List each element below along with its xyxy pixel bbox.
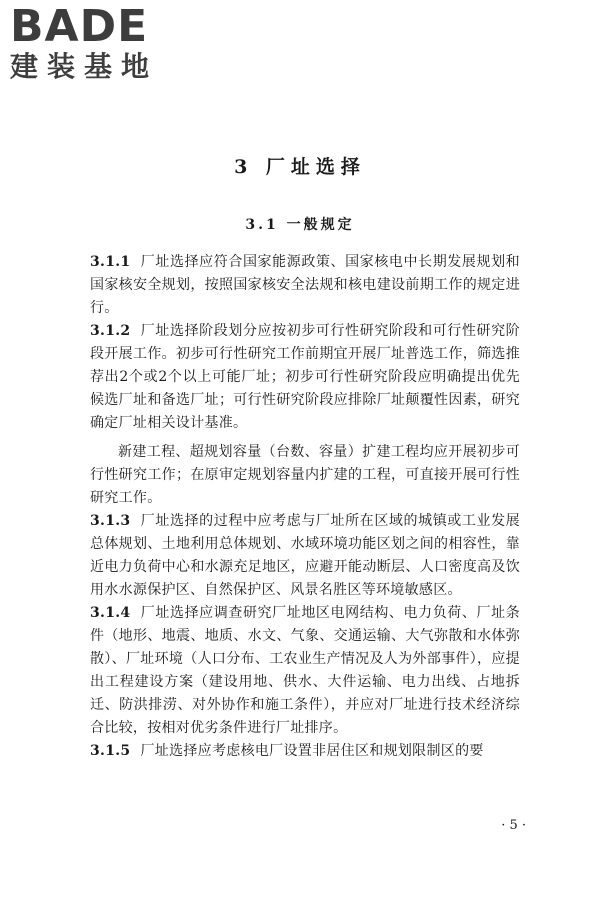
clause-text: 厂址选择的过程中应考虑与厂址所在区域的城镇或工业发展总体规划、土地利用总体规划、水域环境功能区划之间的相容性，靠近电力负荷中心和水源充足地区，应避开能动断层、人口密度高及饮用水水源保护区、自然保护区、风景名胜区等环境敏感区。 [90, 513, 520, 598]
page-number: · 5 · [501, 818, 526, 833]
chapter-title: 3 厂址选择 [234, 156, 366, 178]
clause-text: 厂址选择应考虑核电厂设置非居住区和规划限制区的要 [140, 743, 484, 759]
body-text [90, 251, 520, 763]
clause-3-1-2 [90, 320, 520, 435]
clause-3-1-5 [90, 740, 520, 763]
clause-number: 3.1.4 [90, 605, 131, 621]
logo-wordmark: BADE [10, 1, 149, 52]
clause-text: 厂址选择应调查研究厂址地区电网结构、电力负荷、厂址条件（地形、地震、地质、水文、气象、交通运输、大气弥散和水体弥散）、厂址环境（人口分布、工农业生产情况及人为外部事件），应提出工程建设方案（建设用地、供水、大件运输、电力出线、占地拆迁、防洪排涝、对外协作和施工条件），并应对厂址进行技术经济综合比较，按相对优劣条件进行厂址排序。 [90, 605, 520, 736]
clause-text: 新建工程、超规划容量（台数、容量）扩建工程均应开展初步可行性研究工作；在原审定规划容量内扩建的工程，可直接开展可行性研究工作。 [90, 444, 520, 506]
clause-number: 3.1.3 [90, 513, 131, 529]
clause-number: 3.1.2 [90, 323, 131, 339]
clause-text: 厂址选择应符合国家能源政策、国家核电中长期发展规划和国家核安全规划，按照国家核安全法规和核电建设前期工作的规定进行。 [90, 254, 520, 316]
clause-text: 厂址选择阶段划分应按初步可行性研究阶段和可行性研究阶段开展工作。初步可行性研究工作前期宜开展厂址普选工作，筛选推荐出2个或2个以上可能厂址；初步可行性研究阶段应明确提出优先候选厂址和备选厂址；可行性研究阶段应排除厂址颠覆性因素，研究确定厂址相关设计基准。 [90, 323, 520, 431]
clause-3-1-2-paragraph-2 [90, 441, 520, 510]
section-title: 3.1 一般规定 [245, 217, 355, 233]
logo-subtitle: 建装基地 [10, 50, 159, 83]
clause-3-1-4 [90, 602, 520, 740]
clause-number: 3.1.1 [90, 254, 131, 270]
clause-number: 3.1.5 [90, 743, 131, 759]
publisher-logo [10, 1, 180, 84]
clause-3-1-1 [90, 251, 520, 320]
clause-3-1-3 [90, 510, 520, 602]
